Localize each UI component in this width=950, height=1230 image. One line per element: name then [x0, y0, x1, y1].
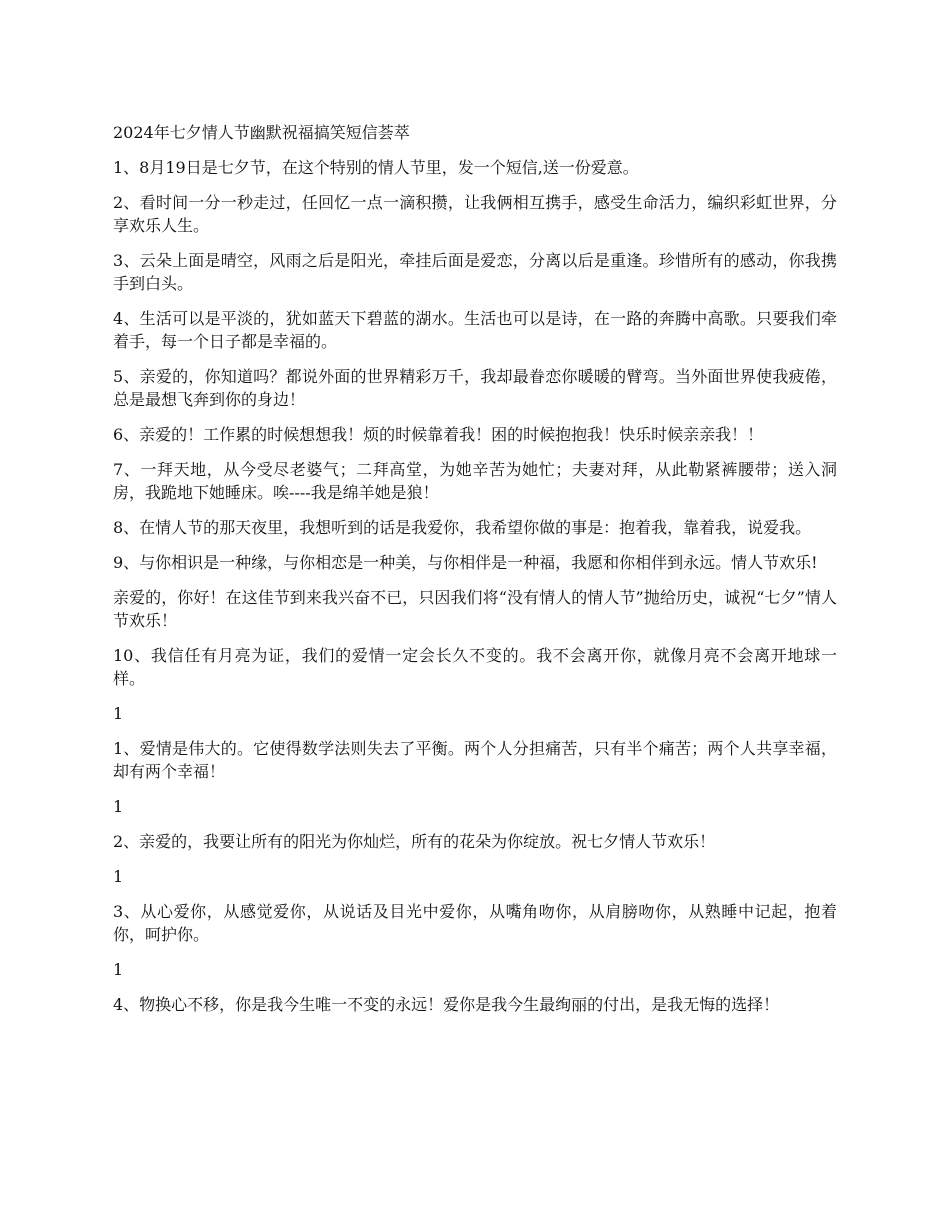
paragraph: 10、我信任有月亮为证，我们的爱情一定会长久不变的。我不会离开你，就像月亮不会离开地球一样。 — [113, 646, 837, 688]
paragraph: 1 — [113, 960, 124, 979]
paragraph: 2、看时间一分一秒走过，任回忆一点一滴积攒，让我俩相互携手，感受生命活力，编织彩虹世界，分享欢乐人生。 — [113, 193, 837, 235]
paragraph: 1、爱情是伟大的。它使得数学法则失去了平衡。两个人分担痛苦，只有半个痛苦；两个人共享幸福，却有两个幸福！ — [113, 739, 837, 781]
paragraph: 1、8月19日是七夕节，在这个特别的情人节里，发一个短信,送一份爱意。 — [113, 158, 639, 177]
paragraph: 7、一拜天地，从今受尽老婆气；二拜高堂，为她辛苦为她忙；夫妻对拜，从此勒紧裤腰带；送入洞房，我跪地下她睡床。唉----我是绵羊她是狼！ — [113, 460, 837, 502]
paragraph: 4、生活可以是平淡的，犹如蓝天下碧蓝的湖水。生活也可以是诗，在一路的奔腾中高歌。只要我们牵着手，每一个日子都是幸福的。 — [113, 309, 837, 351]
paragraph: 5、亲爱的，你知道吗？都说外面的世界精彩万千，我却最眷恋你暖暖的臂弯。当外面世界使我疲倦，总是最想飞奔到你的身边！ — [113, 367, 837, 409]
paragraph: 4、物换心不移，你是我今生唯一不变的永远！爱你是我今生最绚丽的付出，是我无悔的选择！ — [113, 995, 780, 1014]
paragraph: 1 — [113, 704, 124, 723]
document-page — [113, 121, 837, 1028]
document-title: 2024年七夕情人节幽默祝福搞笑短信荟萃 — [113, 123, 410, 142]
paragraph: 8、在情人节的那天夜里，我想听到的话是我爱你，我希望你做的事是：抱着我，靠着我，说爱我。 — [113, 518, 812, 537]
paragraph: 1 — [113, 797, 124, 816]
paragraph: 1 — [113, 867, 124, 886]
paragraph: 9、与你相识是一种缘，与你相恋是一种美，与你相伴是一种福，我愿和你相伴到永远。情人节欢乐! — [113, 553, 818, 572]
paragraph: 3、云朵上面是晴空，风雨之后是阳光，牵挂后面是爱恋，分离以后是重逢。珍惜所有的感动，你我携手到白头。 — [113, 251, 837, 293]
paragraph: 亲爱的，你好！在这佳节到来我兴奋不已，只因我们将“没有情人的情人节”抛给历史，诚祝“七夕”情人节欢乐！ — [113, 588, 837, 630]
paragraph: 6、亲爱的！工作累的时候想想我！烦的时候靠着我！困的时候抱抱我！快乐时候亲亲我！！ — [113, 425, 764, 444]
paragraph: 2、亲爱的，我要让所有的阳光为你灿烂，所有的花朵为你绽放。祝七夕情人节欢乐！ — [113, 832, 716, 851]
paragraph: 3、从心爱你，从感觉爱你，从说话及目光中爱你，从嘴角吻你，从肩膀吻你，从熟睡中记起，抱着你，呵护你。 — [113, 902, 837, 944]
